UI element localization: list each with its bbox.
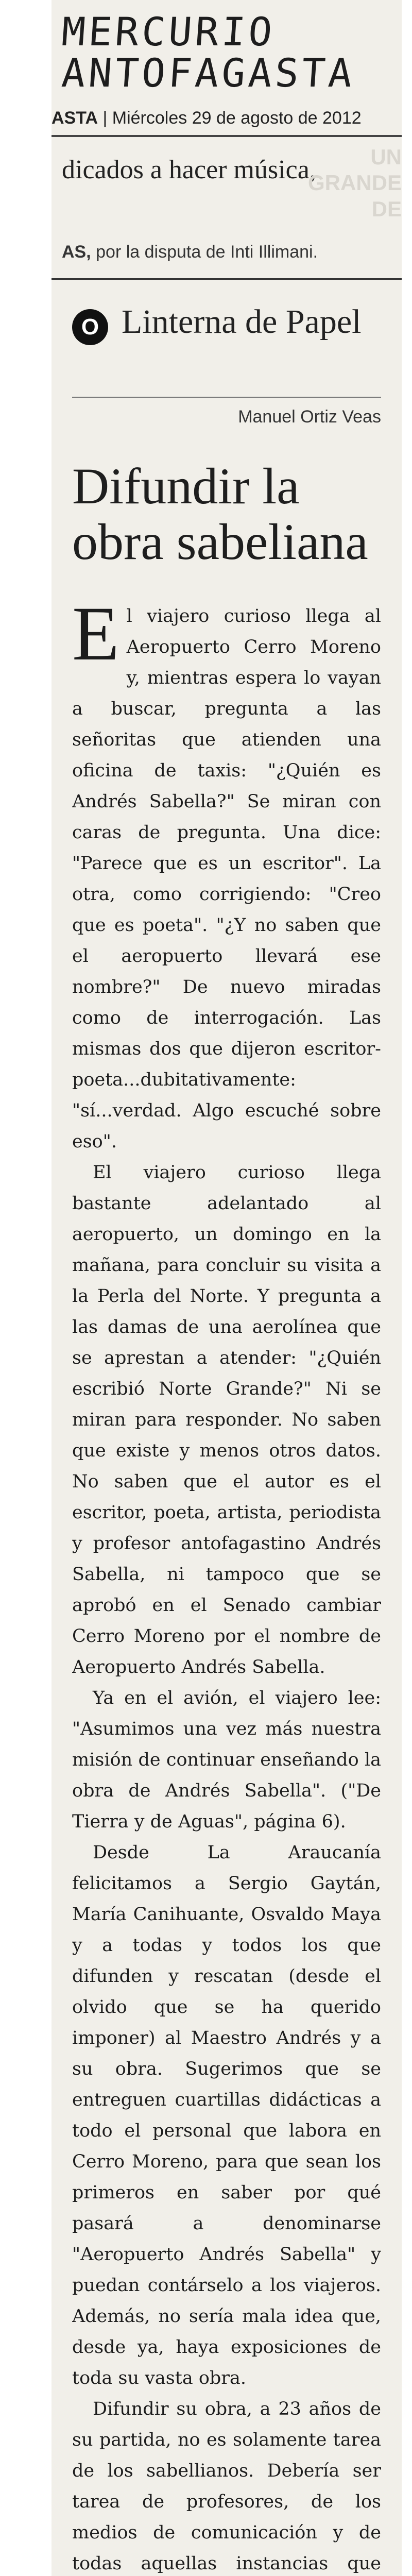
article-paragraph: El viajero curioso llega al Aeropuerto Cerro Moreno y, mientras espera lo vayan a buscar, pregunta a las señoritas que atienden una oficina de taxis: "¿Quién es Andrés Sabella?" Se miran con caras de pregunta. Una dice: "Parece que es un escritor". La otra, como corrigiendo: "Creo que es poeta". "¿Y no saben que el aeropuerto llevará ese nombre?" De nuevo miradas como de interrogación. Las mismas dos que dijeron escritor-poeta...dubitativamente: "sí...verdad. Algo escuché sobre eso". <box>72 591 381 1152</box>
publication-date: Miércoles 29 de agosto de 2012 <box>112 108 362 128</box>
article-paragraph: Difundir su obra, a 23 años de su partida, no es solamente tarea de los sabellianos. Debería ser tarea de profesores, de los medios de comunicación y de todas aquellas instancias que <box>72 2399 381 2574</box>
neighbor-subline <box>62 242 391 268</box>
bleed-through-text: UN GRANDE DE <box>307 145 402 221</box>
page-margin <box>0 0 52 2576</box>
column-author: Manuel Ortiz Veas <box>72 397 381 438</box>
article-title: Difundir la obra sabeliana <box>72 457 368 570</box>
subline-prefix: AS, <box>62 242 91 262</box>
opinion-column <box>72 304 381 2576</box>
article-body <box>72 591 381 2576</box>
article-paragraph: Desde La Araucanía felicitamos a Sergio Gaytán, María Canihuante, Osvaldo Maya y a todas y todos los que difunden y rescatan (desde el olvido que se ha querido imponer) al Maestro Andrés y a su obra. Sugerimos que se entreguen cuartillas didácticas a todo el personal que labora en Cerro Moreno, para que sean los primeros en saber por qué pasará a denominarse "Aeropuerto Andrés Sabella" y puedan contárselo a los viajeros. Además, no sería mala idea que, desde ya, haya exposiciones de toda su vasta obra. <box>72 1842 381 2388</box>
dateline: ASTA | Miércoles 29 de agosto de 2012 <box>52 108 362 128</box>
handwritten-city-name: ANTOFAGASTA <box>60 50 357 96</box>
section-rule <box>52 278 402 280</box>
subline-text: por la disputa de Inti Illimani. <box>96 242 318 262</box>
newspaper-clipping <box>52 0 402 2576</box>
article-paragraph: El viajero curioso llega bastante adelantado al aeropuerto, un domingo en la mañana, para concluir su visita a la Perla del Norte. Y pregunta a las damas de una aerolínea que se aprestan a atender: "¿Quién escribió Norte Grande?" Ni se miran para responder. No saben que existe y menos otros datos. No saben que el autor es el escritor, poeta, artista, periodista y profesor antofagastino Andrés Sabella, ni tampoco que se aprobó en el Senado cambiar Cerro Moreno por el nombre de Aeropuerto Andrés Sabella. <box>72 1162 381 1677</box>
column-brand <box>72 304 381 397</box>
article-paragraph: Ya en el avión, el viajero lee: "Asumimos una vez más nuestra misión de continuar enseñando la obra de Andrés Sabella". ("De Tierra y de Aguas", página 6). <box>72 1688 381 1832</box>
top-rule <box>52 135 402 137</box>
column-logo-badge: O <box>72 309 108 345</box>
column-section-name: Linterna de Papel <box>122 304 362 341</box>
neighbor-headline-fragment: dicados a hacer música, <box>62 155 316 184</box>
handwritten-newspaper-name: MERCURIO <box>60 9 277 55</box>
publication-fragment: ASTA <box>52 108 98 128</box>
